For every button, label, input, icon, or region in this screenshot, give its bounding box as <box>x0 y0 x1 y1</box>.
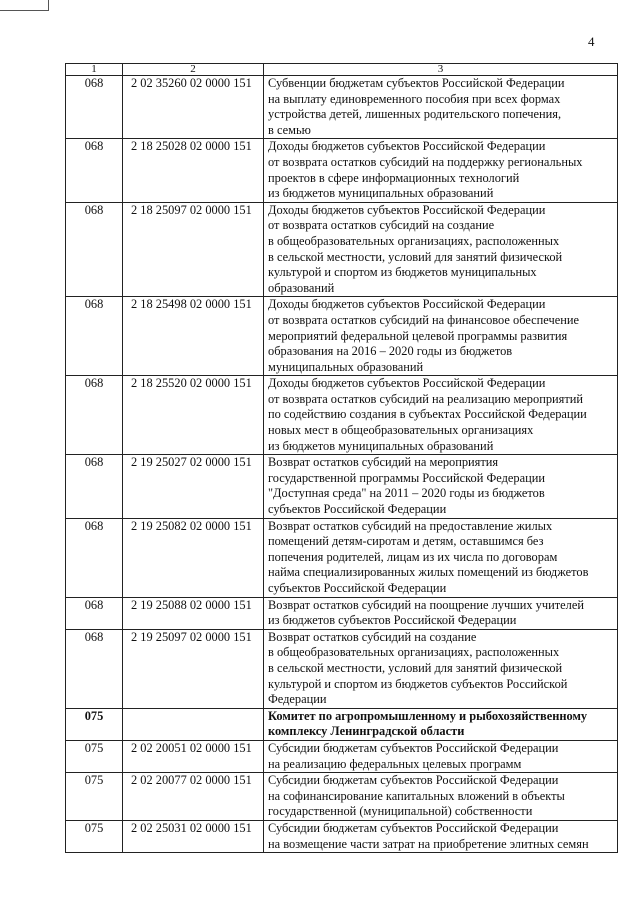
page-number: 4 <box>588 34 595 49</box>
description-cell <box>264 740 618 772</box>
description-line: Доходы бюджетов субъектов Российской Федерации <box>268 139 546 154</box>
description-line: от возврата остатков субсидий на финансовое обеспечение <box>268 312 579 327</box>
table-row <box>66 773 618 821</box>
description-line: помещений детям-сиротам и детям, оставшимся без <box>268 534 544 549</box>
kbk-code-cell: 2 18 25498 02 0000 151 <box>123 297 264 376</box>
description-line: Доходы бюджетов субъектов Российской Федерации <box>268 376 546 391</box>
header-col-1: 1 <box>66 64 123 76</box>
table-row <box>66 820 618 852</box>
description-cell <box>264 139 618 202</box>
kbk-code-cell: 2 19 25097 02 0000 151 <box>123 629 264 708</box>
admin-code-cell: 075 <box>66 820 123 852</box>
description-line: муниципальных образований <box>268 359 424 374</box>
description-line: из бюджетов субъектов Российской Федерации <box>268 613 517 628</box>
description-line: на выплату единовременного пособия при всех формах <box>268 91 561 106</box>
table-body <box>66 64 618 853</box>
kbk-code-cell <box>123 708 264 740</box>
table-row <box>66 629 618 708</box>
admin-code-cell: 068 <box>66 376 123 455</box>
description-line: проектов в сфере информационных технологий <box>268 170 520 185</box>
kbk-code-cell: 2 19 25082 02 0000 151 <box>123 518 264 597</box>
admin-code-cell: 068 <box>66 76 123 139</box>
description-line: найма специализированных жилых помещений из бюджетов <box>268 565 589 580</box>
description-line: от возврата остатков субсидий на поддержку региональных <box>268 154 583 169</box>
kbk-code-cell: 2 02 20051 02 0000 151 <box>123 740 264 772</box>
description-cell <box>264 297 618 376</box>
admin-code-cell: 068 <box>66 455 123 518</box>
description-line: в общеобразовательных организациях, расположенных <box>268 233 560 248</box>
table-row <box>66 455 618 518</box>
description-line: образования на 2016 – 2020 годы из бюджетов <box>268 344 513 359</box>
table-row <box>66 297 618 376</box>
description-line: в сельской местности, условий для занятий физической <box>268 249 563 264</box>
admin-code-cell: 068 <box>66 518 123 597</box>
table-row <box>66 139 618 202</box>
kbk-code-cell: 2 02 20077 02 0000 151 <box>123 773 264 821</box>
description-line: культурой и спортом из бюджетов субъектов Российской <box>268 676 568 691</box>
description-line: от возврата остатков субсидий на создание <box>268 218 495 233</box>
admin-code-cell: 068 <box>66 629 123 708</box>
description-cell <box>264 629 618 708</box>
description-cell <box>264 708 618 740</box>
kbk-code-cell: 2 02 35260 02 0000 151 <box>123 76 264 139</box>
description-line: Комитет по агропромышленному и рыбохозяйственному <box>268 708 588 723</box>
description-line: в общеобразовательных организациях, расположенных <box>268 645 560 660</box>
header-col-3: 3 <box>264 64 618 76</box>
description-line: из бюджетов муниципальных образований <box>268 186 494 201</box>
description-line: Возврат остатков субсидий на создание <box>268 629 477 644</box>
header-col-2: 2 <box>123 64 264 76</box>
description-line: устройства детей, лишенных родительского попечения, <box>268 107 562 122</box>
description-line: из бюджетов муниципальных образований <box>268 438 494 453</box>
description-line: государственной (муниципальной) собственности <box>268 804 533 819</box>
description-line: Субсидии бюджетам субъектов Российской Федерации <box>268 820 559 835</box>
kbk-code-cell: 2 02 25031 02 0000 151 <box>123 820 264 852</box>
description-cell <box>264 455 618 518</box>
description-line: культурой и спортом из бюджетов муниципальных <box>268 265 537 280</box>
description-line: Субсидии бюджетам субъектов Российской Федерации <box>268 773 559 788</box>
admin-code-cell: 068 <box>66 202 123 297</box>
admin-code-cell: 068 <box>66 139 123 202</box>
description-line: комплексу Ленинградской области <box>268 724 465 739</box>
admin-code-cell: 075 <box>66 708 123 740</box>
table-header-row <box>66 64 618 76</box>
kbk-code-cell: 2 18 25520 02 0000 151 <box>123 376 264 455</box>
description-line: в сельской местности, условий для занятий физической <box>268 660 563 675</box>
description-line: Субсидии бюджетам субъектов Российской Федерации <box>268 740 559 755</box>
description-line: Доходы бюджетов субъектов Российской Федерации <box>268 297 546 312</box>
description-line: на реализацию федеральных целевых программ <box>268 756 522 771</box>
table-row <box>66 76 618 139</box>
description-line: мероприятий федеральной целевой программы развития <box>268 328 568 343</box>
description-line: в семью <box>268 122 311 137</box>
description-line: по содействию создания в субъектах Российской Федерации <box>268 407 587 422</box>
admin-code-cell: 068 <box>66 297 123 376</box>
description-cell <box>264 518 618 597</box>
description-line: от возврата остатков субсидий на реализацию мероприятий <box>268 391 584 406</box>
description-cell <box>264 820 618 852</box>
description-line: Доходы бюджетов субъектов Российской Федерации <box>268 202 546 217</box>
table-row <box>66 376 618 455</box>
description-line: образований <box>268 280 335 295</box>
admin-code-cell: 075 <box>66 740 123 772</box>
description-cell <box>264 597 618 629</box>
description-cell <box>264 376 618 455</box>
description-line: попечения родителей, лицам из их числа по договорам <box>268 549 558 564</box>
description-line: новых мест в общеобразовательных организациях <box>268 423 534 438</box>
description-line: на софинансирование капитальных вложений в объекты <box>268 788 565 803</box>
description-line: государственной программы Российской Федерации <box>268 470 545 485</box>
description-line: субъектов Российской Федерации <box>268 502 447 517</box>
scan-corner-mark <box>0 0 49 11</box>
table-row <box>66 202 618 297</box>
description-cell <box>264 773 618 821</box>
kbk-code-cell: 2 18 25097 02 0000 151 <box>123 202 264 297</box>
description-cell <box>264 202 618 297</box>
description-line: субъектов Российской Федерации <box>268 581 447 595</box>
admin-code-cell: 075 <box>66 773 123 821</box>
table-row <box>66 597 618 629</box>
description-line: Возврат остатков субсидий на поощрение лучших учителей <box>268 597 584 612</box>
description-line: Возврат остатков субсидий на предоставление жилых <box>268 518 553 533</box>
description-line: Федерации <box>268 692 327 707</box>
description-cell <box>264 76 618 139</box>
description-line: Субвенции бюджетам субъектов Российской Федерации <box>268 76 565 90</box>
table-section-row <box>66 708 618 740</box>
table-row <box>66 740 618 772</box>
kbk-code-cell: 2 19 25027 02 0000 151 <box>123 455 264 518</box>
description-line: Возврат остатков субсидий на мероприятия <box>268 455 499 470</box>
description-line: на возмещение части затрат на приобретение элитных семян <box>268 836 589 851</box>
description-line: "Доступная среда" на 2011 – 2020 годы из бюджетов <box>268 486 545 501</box>
admin-code-cell: 068 <box>66 597 123 629</box>
kbk-code-cell: 2 18 25028 02 0000 151 <box>123 139 264 202</box>
kbk-code-cell: 2 19 25088 02 0000 151 <box>123 597 264 629</box>
budget-classification-table <box>65 63 618 853</box>
table-row <box>66 518 618 597</box>
